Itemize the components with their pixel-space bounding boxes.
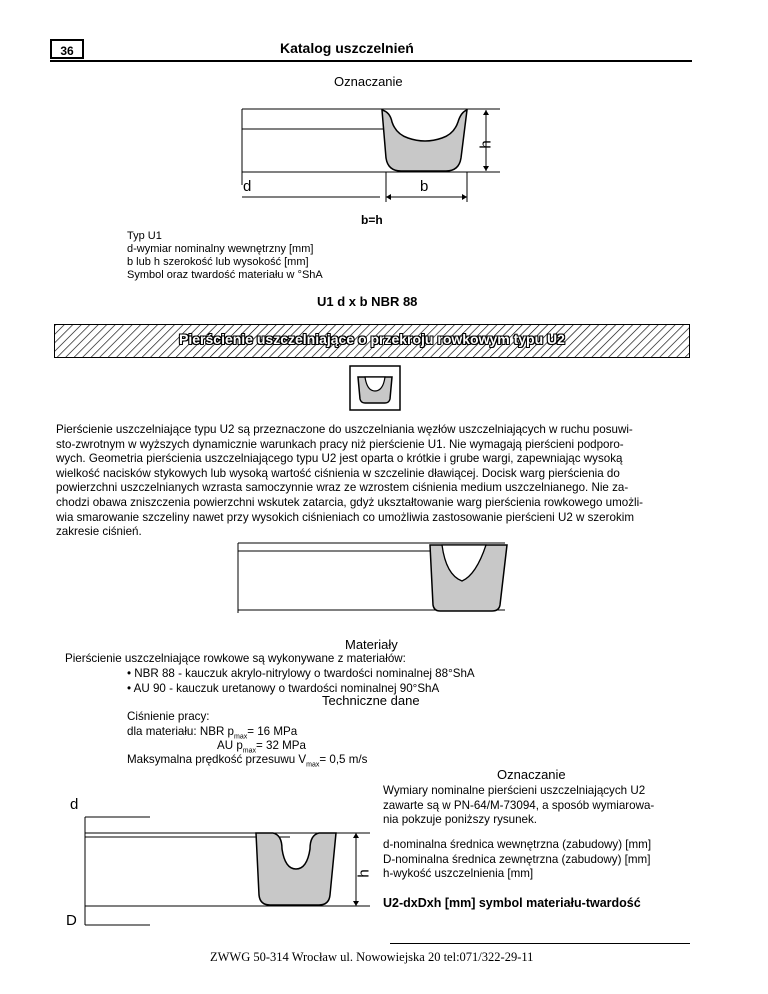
u1-diagram [230,100,520,220]
tech-nbr-sub: max [234,733,248,741]
tech-speed-value: = 0,5 m/s [319,753,368,766]
intro-line-2: sto-zwrotnym w wyższych dynamicznie warunkach pracy niż pierścienie U1. Nie wymagają pierścieni podporo- [56,437,624,451]
intro-line-7: wia smarowanie szczeliny nawet przy wysokich ciśnieniach co umożliwia zastosowanie pierścieni U2 w szerokim [56,510,634,524]
tech-au-value: = 32 MPa [256,739,306,752]
tech-nbr-prefix: NBR p [199,725,234,738]
s2-para-3: nia pokzuje poniższy rysunek. [383,813,538,827]
u2-label-D: D [66,912,77,929]
tech-title: Techniczne dane [322,693,420,708]
s2-para-2: zawarte są w PN-64/M-73094, a sposób wymiarowa- [383,798,655,812]
u2-label-d: d [70,796,79,813]
materials-lead: Pierścienie uszczelniające rowkowe są wykonywane z materiałów: [65,652,406,665]
u1-line-2: d-wymiar nominalny wewnętrzny [mm] [127,243,314,255]
u1-label-b: b [420,178,429,195]
footer-rule [390,943,690,944]
intro-line-6: chodzi obawa zniszczenia powierzchni wskutek zatarcia, gdyż ukształtowanie warg pierścienia rowkowego umożli- [56,495,644,509]
tech-au-sub: max [242,747,257,755]
u1-designation: U1 d x b NBR 88 [317,294,418,309]
materials-title: Materiały [345,637,398,652]
intro-line-8: zakresie ciśnień. [56,525,142,539]
tech-speed-prefix: Maksymalna prędkość przesuwu V [127,753,307,766]
tech-pressure-label: Ciśnienie pracy: [127,710,210,723]
u1-line-4: Symbol oraz twardość materiału w °ShA [127,269,323,281]
u2-dimension-diagram [60,795,380,940]
u1-label-d: d [243,178,252,195]
tech-au-prefix: AU p [217,739,243,752]
intro-line-3: wych. Geometria pierścienia uszczelniającego typu U2 jest oparta o krótkie i grube wargi, zapewniając wysoką [56,452,623,466]
s2-def-3: h-wykość uszczelnienia [mm] [383,867,534,881]
u1-line-1: Typ U1 [127,230,162,242]
page-title: Katalog uszczelnień [280,40,414,56]
u2-seal-section [256,833,336,905]
band-title: Pierścienie uszczelniające o przekroju rowkowym typu U2 [179,331,565,347]
intro-line-4: wielkość nacisków stykowych lub wysoką wartość ciśnienia w szczelinie dławiącej. Docisk warg pierścienia do [56,466,620,480]
section-band [54,324,690,358]
tech-for-material: dla materiału: [127,725,197,738]
u1-seal-profile [382,110,467,171]
s2-def-1: d-nominalna średnica wewnętrzna (zabudowy) [mm] [383,838,652,851]
s2-def-2: D-nominalna średnica zewnętrzna (zabudowy) [mm] [383,852,651,866]
section1-title: Oznaczanie [334,74,403,89]
section2-title: Oznaczanie [497,767,566,782]
u1-formula: b=h [361,213,383,227]
intro-line-1: Pierścienie uszczelniające typu U2 są przeznaczone do uszczelniania węzłów uszczelniających w ruchu posuwi- [56,423,633,436]
u2-install-diagram [230,535,520,620]
material-item-2: • AU 90 - kauczuk uretanowy o twardości nominalnej 90°ShA [127,681,440,695]
page-number: 36 [50,39,84,59]
tech-nbr-value: = 16 MPa [247,725,298,738]
material-item-1: • NBR 88 - kauczuk akrylo-nitrylowy o twardości nominalnej 88°ShA [127,667,475,680]
tech-speed-sub: max [306,761,320,769]
u2-profile-icon [349,365,401,411]
u2-label-h: h [355,869,373,878]
header-rule [50,60,692,62]
u1-label-h: h [477,140,495,149]
intro-line-5: powierzchni uszczelnianych wzrasta samoczynnie wraz ze wzrostem ciśnienia medium uszczelnianego. Nie za- [56,481,629,495]
u2-designation: U2-dxDxh [mm] symbol materiału-twardość [383,896,641,910]
footer-address: ZWWG 50-314 Wrocław ul. Nowowiejska 20 tel:071/322-29-11 [210,950,534,964]
u1-line-3: b lub h szerokość lub wysokość [mm] [127,256,309,268]
s2-para-1: Wymiary nominalne pierścieni uszczelniających U2 [383,784,646,797]
